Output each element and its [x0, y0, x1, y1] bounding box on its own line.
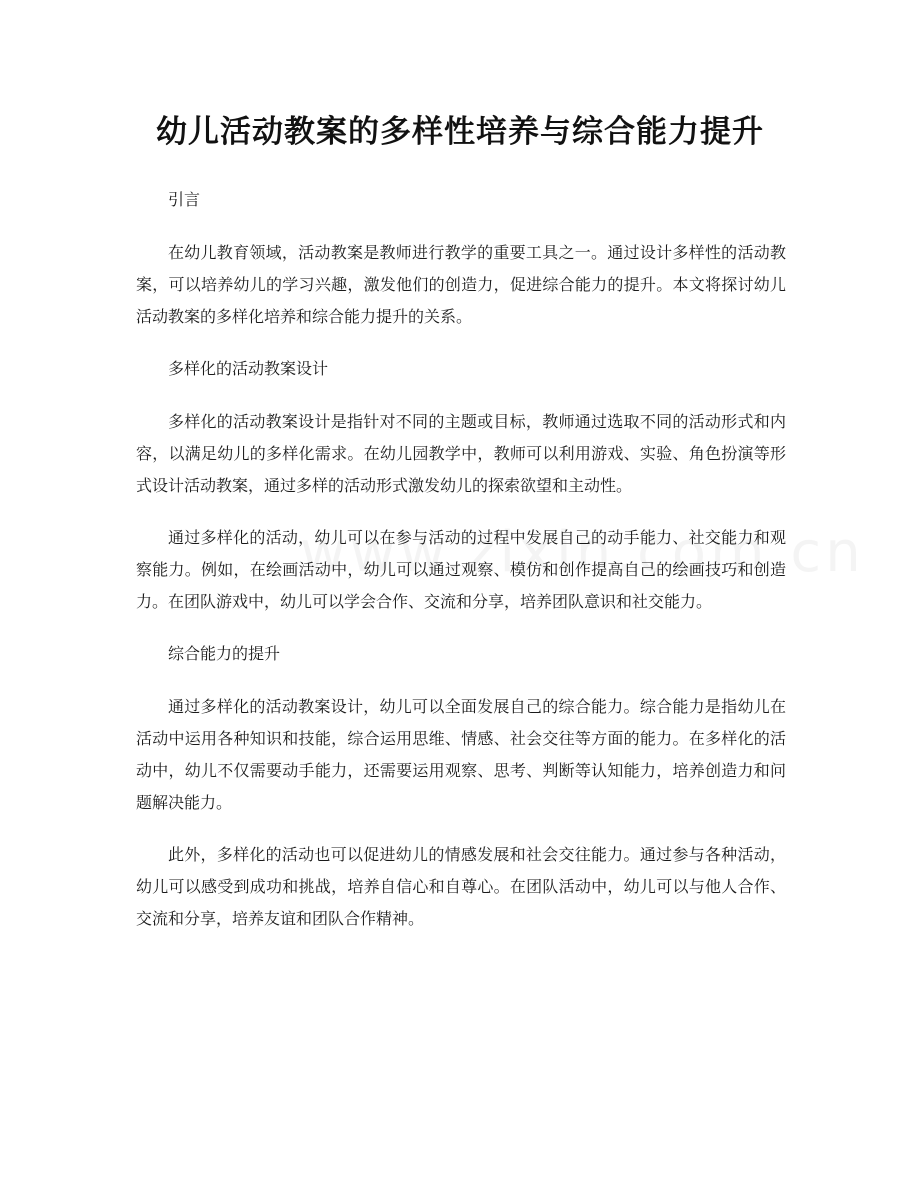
section-heading-design: 多样化的活动教案设计 [168, 359, 329, 378]
paragraph: 此外，多样化的活动也可以促进幼儿的情感发展和社会交往能力。通过参与各种活动，幼儿可以感受到成功和挑战，培养自信心和自尊心。在团队活动中，幼儿可以与他人合作、交流和分享，培养友谊和团队合作精神。 [136, 845, 786, 928]
paragraph: 多样化的活动教案设计是指针对不同的主题或目标，教师通过选取不同的活动形式和内容，以满足幼儿的多样化需求。在幼儿园教学中，教师可以利用游戏、实验、角色扮演等形式设计活动教案，通过多样的活动形式激发幼儿的探索欲望和主动性。 [136, 412, 786, 495]
section-heading-ability: 综合能力的提升 [168, 644, 281, 663]
paragraph: 在幼儿教育领域，活动教案是教师进行教学的重要工具之一。通过设计多样性的活动教案，可以培养幼儿的学习兴趣，激发他们的创造力，促进综合能力的提升。本文将探讨幼儿活动教案的多样化培养和综合能力提升的关系。 [136, 243, 786, 326]
paragraph: 通过多样化的活动，幼儿可以在参与活动的过程中发展自己的动手能力、社交能力和观察能力。例如，在绘画活动中，幼儿可以通过观察、模仿和创作提高自己的绘画技巧和创造力。在团队游戏中，幼儿可以学会合作、交流和分享，培养团队意识和社交能力。 [136, 528, 786, 611]
document-title: 幼儿活动教案的多样性培养与综合能力提升 [156, 114, 764, 150]
section-heading-intro: 引言 [168, 190, 201, 209]
paragraph: 通过多样化的活动教案设计，幼儿可以全面发展自己的综合能力。综合能力是指幼儿在活动中运用各种知识和技能，综合运用思维、情感、社会交往等方面的能力。在多样化的活动中，幼儿不仅需要动手能力，还需要运用观察、思考、判断等认知能力，培养创造力和问题解决能力。 [136, 697, 786, 812]
document-body [136, 184, 786, 955]
